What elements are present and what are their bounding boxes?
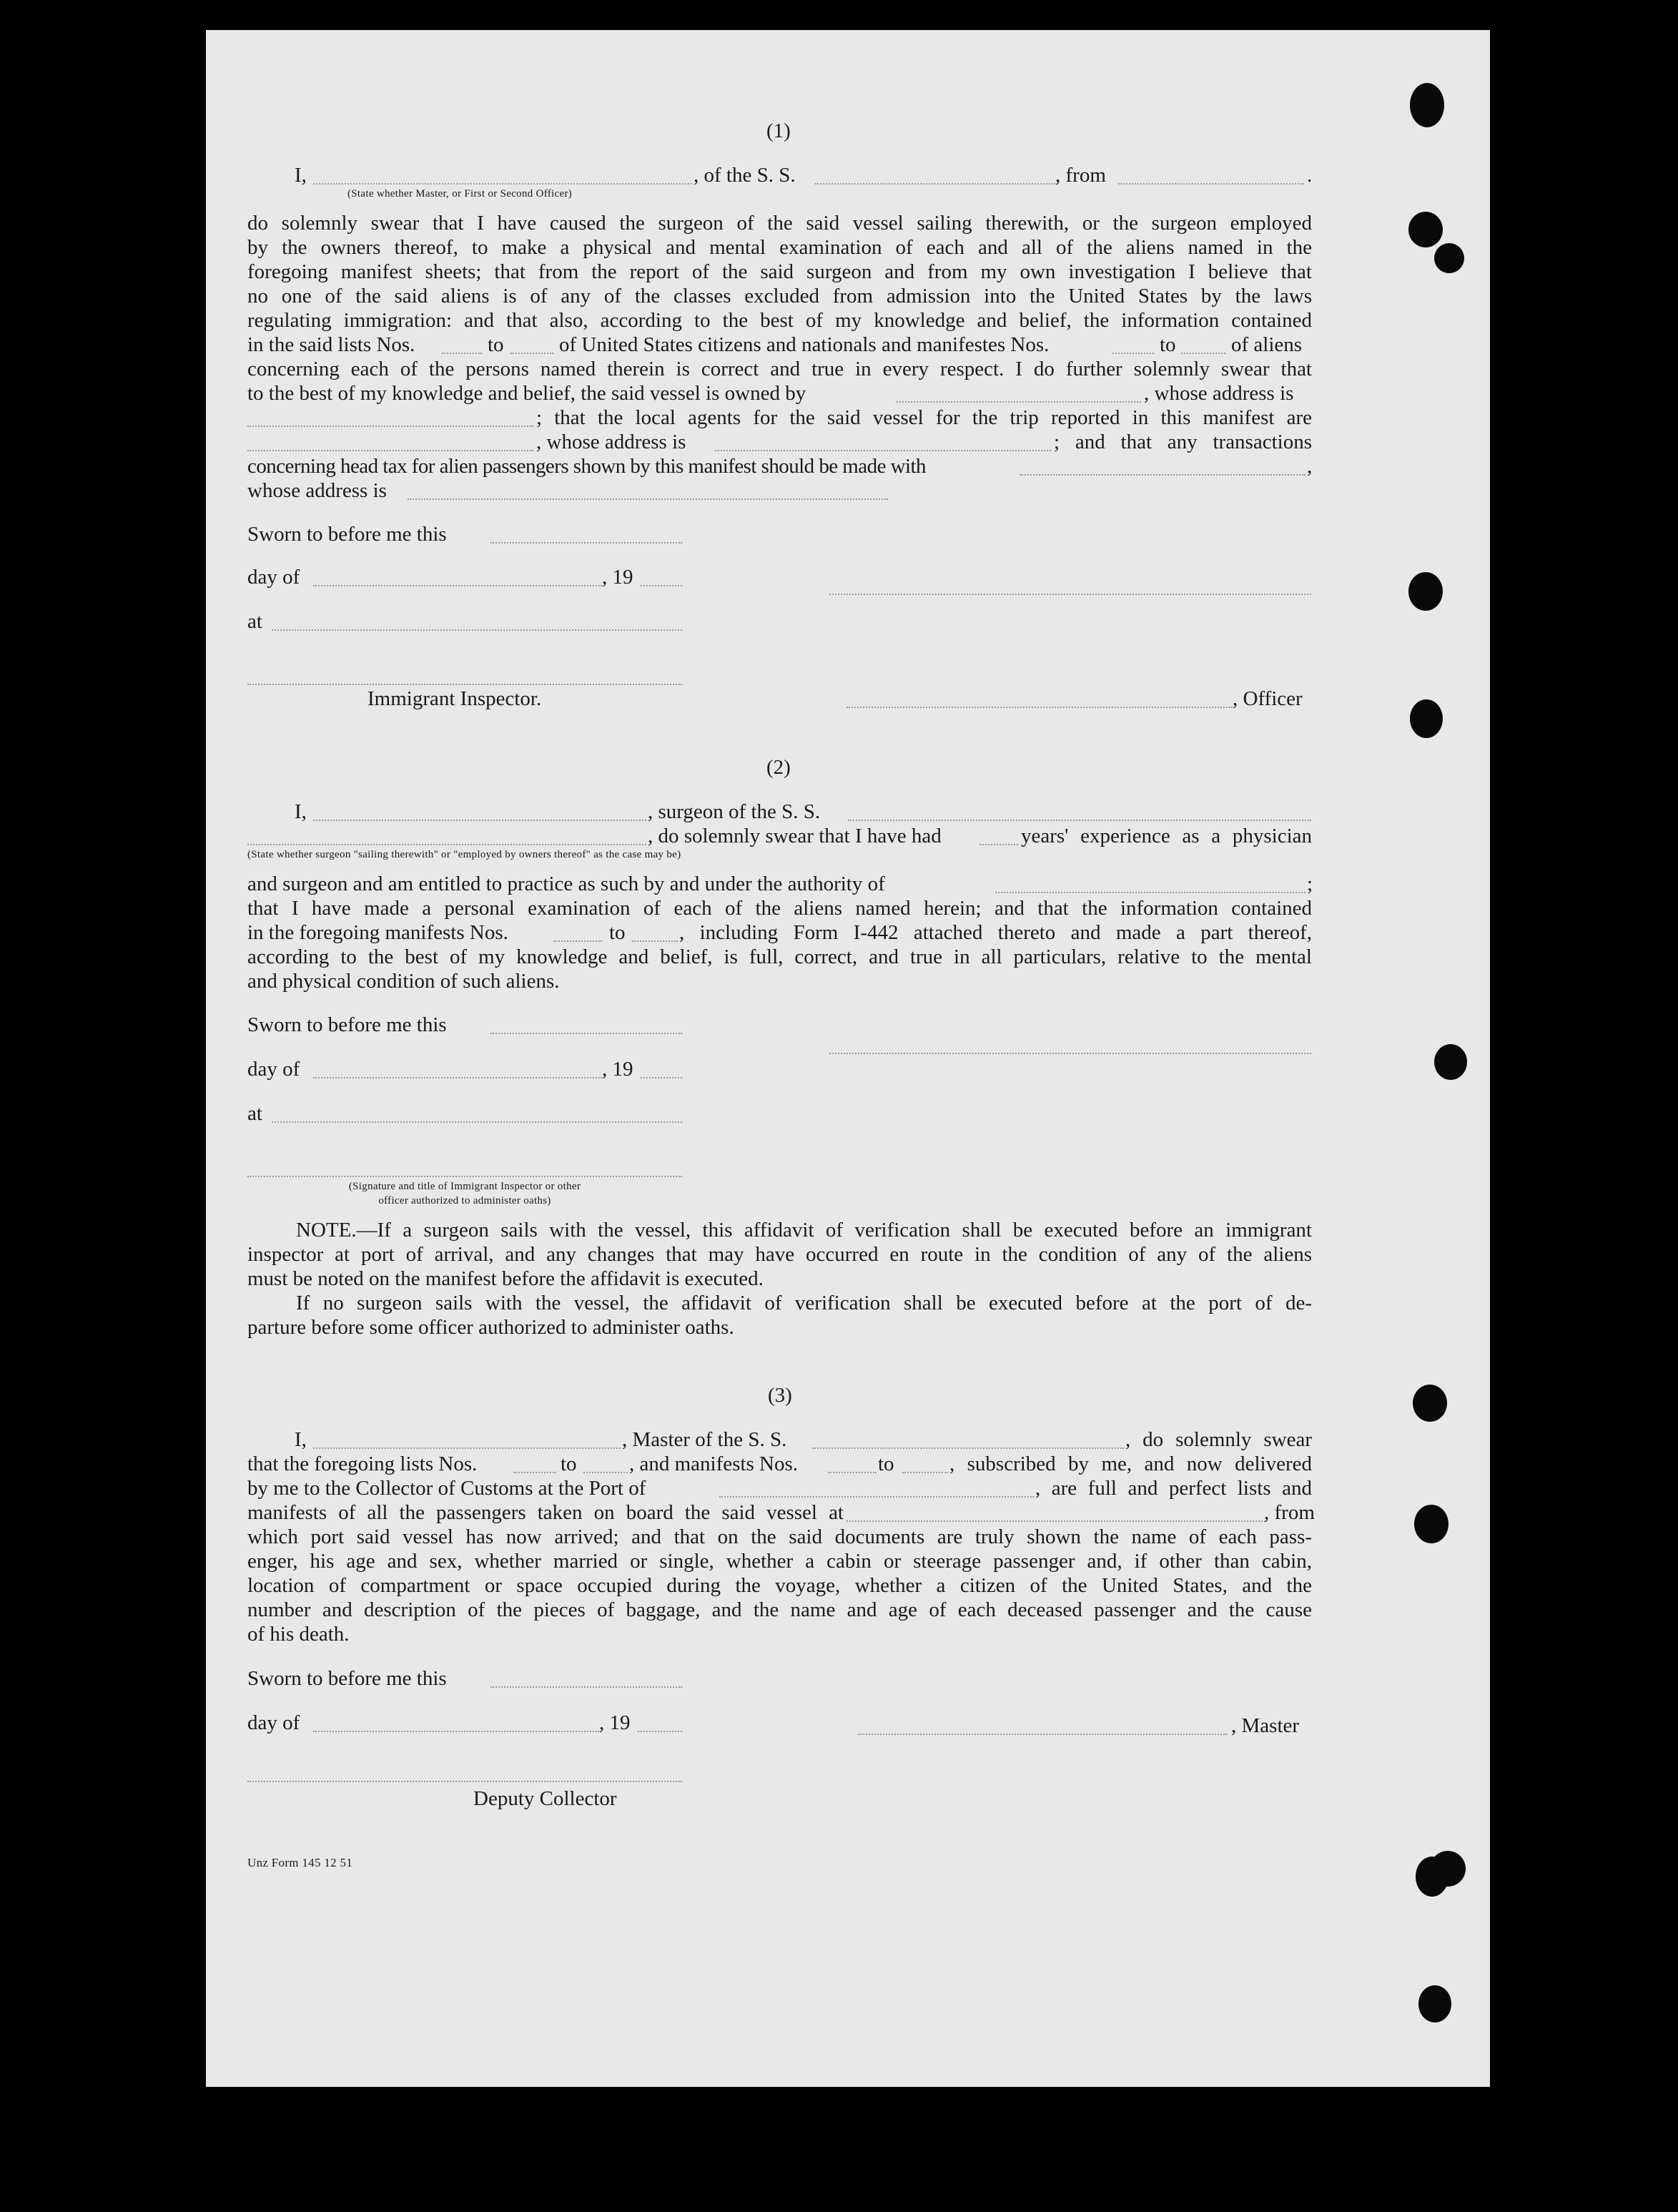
line-text: , surgeon of the S. S. — [648, 800, 821, 823]
officer-caption: (State whether Master, or First or Second Officer) — [347, 188, 573, 200]
line-text: ; and that any transactions — [1054, 431, 1312, 453]
body-line: by the owners thereof, to make a physical and mental examination of each and all of the aliens named in the — [247, 236, 1312, 259]
line-text: , — [1307, 455, 1313, 478]
note-line: If no surgeon sails with the vessel, the affidavit of verification shall be executed before at the port of de- — [296, 1292, 1312, 1314]
body-line: that I have made a personal examination of each of the aliens named herein; and that the information contained — [247, 897, 1312, 920]
body-line: enger, his age and sex, whether married or single, whether a cabin or steerage passenger and, if other than cabin, — [247, 1550, 1312, 1573]
line-text: and surgeon and am entitled to practice as such by and under the authority of — [247, 872, 885, 895]
body-line: of his death. — [247, 1623, 350, 1646]
vessel-name-field[interactable] — [815, 183, 1055, 185]
sworn-label: Sworn to before me this — [247, 523, 447, 546]
note-line: must be noted on the manifest before the affidavit is executed. — [247, 1267, 764, 1290]
form-id: Unz Form 145 12 51 — [247, 1856, 353, 1869]
month-field[interactable] — [313, 1077, 602, 1078]
line-text: in the foregoing manifests Nos. — [247, 921, 508, 944]
surgeon-name-field[interactable] — [313, 820, 646, 821]
line-text: to — [561, 1452, 577, 1475]
line-prefix: I, — [295, 164, 307, 187]
sworn-date-field[interactable] — [490, 1033, 682, 1034]
note-line: inspector at port of arrival, and any changes that may have occurred en route in the condition of any of the aliens — [247, 1243, 1312, 1266]
body-line: no one of the said aliens is of any of the classes excluded from admission into the United States by the laws — [247, 285, 1312, 308]
line-text: , from — [1055, 164, 1106, 187]
place-field[interactable] — [272, 629, 682, 631]
officer-signature-line[interactable] — [829, 594, 1311, 595]
surgeon-vessel-field[interactable] — [848, 820, 1311, 821]
note-block — [247, 1218, 1312, 1340]
year-label: , 19 — [602, 566, 633, 589]
body-line: regulating immigration: and that also, according to the best of my knowledge and belief, the information contained — [247, 309, 1312, 332]
punch-hole — [1418, 1985, 1451, 2022]
line-text: . — [1307, 164, 1313, 187]
line-text: , do solemnly swear that I have had — [648, 825, 942, 847]
sworn-label: Sworn to before me this — [247, 1667, 447, 1690]
line-text: , whose address is — [536, 431, 686, 453]
officer-title-line[interactable] — [847, 707, 1233, 708]
year-label: , 19 — [602, 1058, 633, 1081]
punch-hole — [1408, 572, 1443, 611]
body-line: concerning each of the persons named therein is correct and true in every respect. I do further solemnly swear that — [247, 358, 1312, 380]
surgeon-caption: (State whether surgeon "sailing therewith" or "employed by owners thereof" as the case may be) — [247, 849, 681, 860]
punch-hole — [1410, 699, 1443, 738]
surgeon-manifests-to-field[interactable] — [632, 940, 678, 942]
note-line: NOTE.—If a surgeon sails with the vessel, this affidavit of verification shall be executed before an immigrant — [296, 1219, 1312, 1242]
year-field[interactable] — [641, 585, 682, 586]
line-text: , subscribed by me, and now delivered — [949, 1452, 1312, 1475]
line-text: to — [609, 921, 626, 944]
section-1-heading: (1) — [766, 119, 791, 142]
body-line: foregoing manifest sheets; that from the report of the said surgeon and from my own investigation I believe that — [247, 260, 1312, 283]
line-prefix: I, — [295, 800, 307, 823]
line-text: to the best of my knowledge and belief, the said vessel is owned by — [247, 382, 806, 405]
line-text: , are full and perfect lists and — [1035, 1477, 1312, 1500]
punch-hole — [1414, 1505, 1448, 1543]
month-field[interactable] — [313, 1731, 599, 1732]
punch-hole — [1434, 243, 1464, 273]
inspector-signature-line[interactable] — [247, 684, 682, 685]
year-label: , 19 — [599, 1711, 631, 1734]
line-text: to — [878, 1452, 894, 1475]
line-prefix: I, — [295, 1428, 307, 1451]
sworn-date-field[interactable] — [490, 542, 682, 544]
master-manifests-from-field[interactable] — [828, 1472, 877, 1473]
collector-port-field[interactable] — [719, 1496, 1034, 1498]
punch-hole — [1408, 212, 1443, 247]
from-port-field[interactable] — [1118, 183, 1304, 185]
body-line: which port said vessel has now arrived; and that on the said documents are truly shown the name of each pass- — [247, 1525, 1312, 1548]
signature-caption: officer authorized to administer oaths) — [378, 1195, 551, 1206]
line-text: manifests of all the passengers taken on board the said vessel at — [247, 1501, 844, 1524]
line-text: , including Form I-442 attached thereto and made a part thereof, — [679, 921, 1312, 944]
master-vessel-field[interactable] — [812, 1447, 1124, 1449]
head-tax-address-field[interactable] — [408, 498, 888, 500]
body-line: number and description of the pieces of baggage, and the name and age of each deceased passenger and the cause — [247, 1598, 1312, 1621]
punch-hole — [1413, 1385, 1447, 1422]
master-label: , Master — [1231, 1714, 1300, 1737]
body-line: according to the best of my knowledge and belief, is full, correct, and true in all particulars, relative to the mental — [247, 945, 1312, 968]
owner-address-field[interactable] — [247, 426, 533, 427]
manifests-to-field[interactable] — [1181, 353, 1225, 354]
lists-from-field[interactable] — [442, 353, 482, 354]
surgeon-status-field[interactable] — [247, 844, 646, 845]
at-label: at — [247, 610, 262, 633]
head-tax-contact-field[interactable] — [1020, 474, 1306, 476]
line-text: , Master of the S. S. — [622, 1428, 787, 1451]
day-of-label: day of — [247, 1711, 300, 1734]
authority-field[interactable] — [995, 892, 1306, 893]
line-text: that the foregoing lists Nos. — [247, 1452, 478, 1475]
section-2-heading: (2) — [766, 756, 791, 779]
day-of-label: day of — [247, 566, 300, 589]
manifests-from-field[interactable] — [1112, 353, 1154, 354]
line-text: , and manifests Nos. — [629, 1452, 798, 1475]
line-text: to — [1160, 333, 1176, 356]
master-name-field[interactable] — [313, 1447, 621, 1449]
year-field[interactable] — [638, 1731, 682, 1732]
years-experience-field[interactable] — [979, 844, 1018, 845]
inspector-label: Immigrant Inspector. — [367, 687, 542, 710]
deputy-label: Deputy Collector — [473, 1787, 617, 1810]
line-text: by me to the Collector of Customs at the Port of — [247, 1477, 646, 1500]
line-text: ; that the local agents for the said vessel for the trip reported in this manifest are — [536, 406, 1312, 429]
line-text: in the said lists Nos. — [247, 333, 415, 356]
inspector-signature-line[interactable] — [247, 1176, 682, 1177]
sworn-date-field[interactable] — [490, 1686, 682, 1688]
line-text: years' experience as a physician — [1021, 825, 1312, 847]
officer-label: , Officer — [1233, 687, 1303, 710]
punch-hole — [1430, 1851, 1466, 1887]
line-text: , do solemnly swear — [1125, 1428, 1312, 1451]
place-field[interactable] — [272, 1121, 682, 1123]
lists-to-field[interactable] — [510, 353, 553, 354]
body-line: and physical condition of such aliens. — [247, 970, 560, 993]
note-line: parture before some officer authorized to administer oaths. — [247, 1316, 734, 1339]
master-manifests-to-field[interactable] — [902, 1472, 948, 1473]
line-text: , whose address is — [1144, 382, 1294, 405]
line-text: of aliens — [1231, 333, 1303, 356]
embarkation-port-field[interactable] — [847, 1520, 1265, 1522]
line-text: ; — [1307, 872, 1313, 895]
at-label: at — [247, 1102, 262, 1125]
punch-hole — [1410, 83, 1444, 127]
deputy-signature-line[interactable] — [247, 1781, 682, 1782]
line-text: concerning head tax for alien passengers shown by this manifest should be made with — [247, 455, 926, 478]
line-text: to — [488, 333, 504, 356]
body-line: do solemnly swear that I have caused the surgeon of the said vessel sailing therewith, or the surgeon employed — [247, 212, 1312, 235]
month-field[interactable] — [313, 585, 602, 586]
local-agents-field[interactable] — [247, 450, 533, 451]
year-field[interactable] — [641, 1077, 682, 1078]
signature-caption: (Signature and title of Immigrant Inspector or other — [348, 1181, 581, 1192]
line-text: , of the S. S. — [694, 164, 796, 187]
owner-field[interactable] — [897, 401, 1141, 403]
agents-address-field[interactable] — [715, 450, 1051, 451]
line-text: of United States citizens and nationals and manifestes Nos. — [559, 333, 1050, 356]
day-of-label: day of — [247, 1058, 300, 1081]
master-lists-from-field[interactable] — [513, 1472, 556, 1473]
line-text: , from — [1264, 1501, 1315, 1524]
master-lists-to-field[interactable] — [583, 1472, 628, 1473]
master-signature-line[interactable] — [858, 1734, 1227, 1735]
body-line: location of compartment or space occupied during the voyage, whether a citizen of the United States, and the — [247, 1574, 1312, 1597]
surgeon-manifests-from-field[interactable] — [553, 940, 602, 942]
punch-hole — [1434, 1044, 1467, 1080]
section-3-heading: (3) — [768, 1384, 792, 1407]
surgeon-signature-line[interactable] — [829, 1053, 1311, 1054]
officer-name-field[interactable] — [313, 183, 692, 185]
line-text: whose address is — [247, 479, 387, 502]
sworn-label: Sworn to before me this — [247, 1013, 447, 1036]
